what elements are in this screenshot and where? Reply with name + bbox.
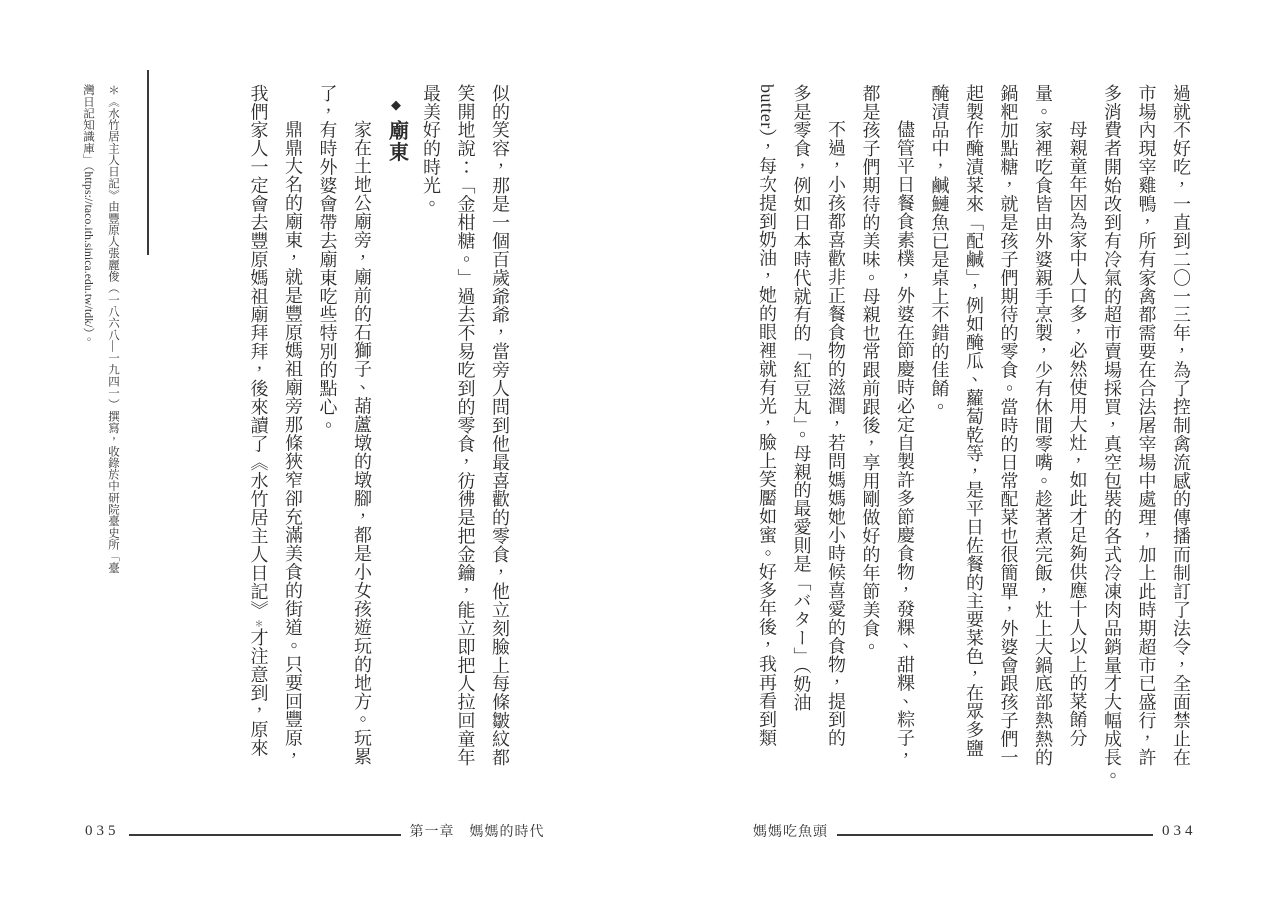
left-page-footer (85, 821, 545, 841)
section-heading-text: 廟東 (385, 120, 408, 164)
text-column: 鍋粑加點糖，就是孩子們期待的零食。當時的日常配菜也很簡單，外婆會跟孩子們一 (998, 84, 1019, 767)
right-running-title: 媽媽吃魚頭 (753, 825, 828, 840)
text-column: 量。家裡吃食皆由外婆親手烹製，少有休閒零嘴。趁著煮完飯，灶上大鍋底部熱熱的 (1033, 84, 1053, 767)
text-column: 不過，小孩都喜歡非正餐食物的滋潤，若問媽媽她小時候喜愛的食物，提到的 (826, 120, 846, 748)
footnote (75, 84, 125, 584)
left-running-title: 第一章 媽媽的時代 (409, 825, 545, 840)
text-column: 最美好的時光。 (421, 84, 441, 214)
left-page-body-text (241, 84, 517, 774)
diamond-icon: ◆ (389, 98, 405, 114)
section-heading (379, 84, 414, 774)
right-page-footer (753, 821, 1197, 841)
text-column: 都是孩子們期待的美味。母親也常跟前跟後，享用剛做好的年節美食。 (860, 84, 881, 656)
text-column: 母親童年因為家中人口多，必然使用大灶，如此才足夠供應十人以上的菜餚分 (1067, 120, 1088, 748)
text-column: 儘管平日餐食素樸，外婆在節慶時必定自製許多節慶食物，發粿、甜粿、粽子， (895, 120, 915, 766)
left-page-number: 035 (85, 822, 120, 839)
text-column: 鼎鼎大名的廟東，就是豐原媽祖廟旁那條狹窄卻充滿美食的街道。只要回豐原， (283, 120, 303, 766)
text-column: 我們家人一定會去豐原媽祖廟拜拜，後來讀了《水竹居主人日記》＊才注意到，原來 (248, 84, 269, 758)
right-page-number: 034 (1162, 822, 1197, 839)
text-column: 了，有時外婆會帶去廟東吃些特別的點心。 (317, 84, 338, 435)
text-column: 家在土地公廟旁，廟前的石獅子、葫蘆墩的墩腳，都是小女孩遊玩的地方。玩累 (352, 120, 372, 766)
text-column: 似的笑容，那是一個百歲爺爺，當旁人問到他最喜歡的零食，他立刻臉上每條皺紋都 (490, 84, 510, 767)
footnote-separator-rule (147, 70, 149, 255)
text-column: 多消費者開始改到有冷氣的超市賣場採買，真空包裝的各式冷凍肉品銷量才大幅成長。 (1102, 84, 1122, 786)
footnote-reference-mark: ＊ (253, 619, 264, 629)
text-column: 過就不好吃，一直到二〇一三年，為了控制禽流感的傳播而制訂了法令，全面禁止在 (1171, 84, 1191, 767)
text-column: butter），每次提到奶油，她的眼裡就有光，臉上笑靨如蜜。好多年後，我再看到類 (757, 84, 777, 747)
text-column: 市場內現宰雞鴨，所有家禽都需要在合法屠宰場中處理，加上此時期超市已盛行，許 (1136, 84, 1157, 767)
left-footer-rule (129, 834, 401, 836)
right-page-body-text (750, 84, 1199, 786)
right-footer-rule (837, 834, 1153, 836)
text-column: 笑開地說：「金柑糖。」過去不易吃到的零食，彷彿是把金鑰，能立即把人拉回童年 (455, 84, 476, 767)
footnote-column: ＊《水竹居主人日記》由豐原人張麗俊（一八六八—一九四一）撰寫，收錄於中研院臺史所「臺 (107, 84, 119, 574)
text-column: 多是零食，例如日本時代就有的「紅豆丸」。母親的最愛則是「バター」（奶油 (791, 84, 812, 712)
footnote-column: 灣日記知識庫」（https://taco.ith.sinica.edu.tw/tdk/）。 (82, 84, 94, 346)
text-column: 醃漬品中，鹹鰱魚已是桌上不錯的佳餚。 (929, 84, 950, 417)
text-column: 起製作醃漬菜來「配鹹」，例如醃瓜、蘿蔔乾等，是平日佐餐的主要菜色，在眾多鹽 (964, 84, 984, 758)
